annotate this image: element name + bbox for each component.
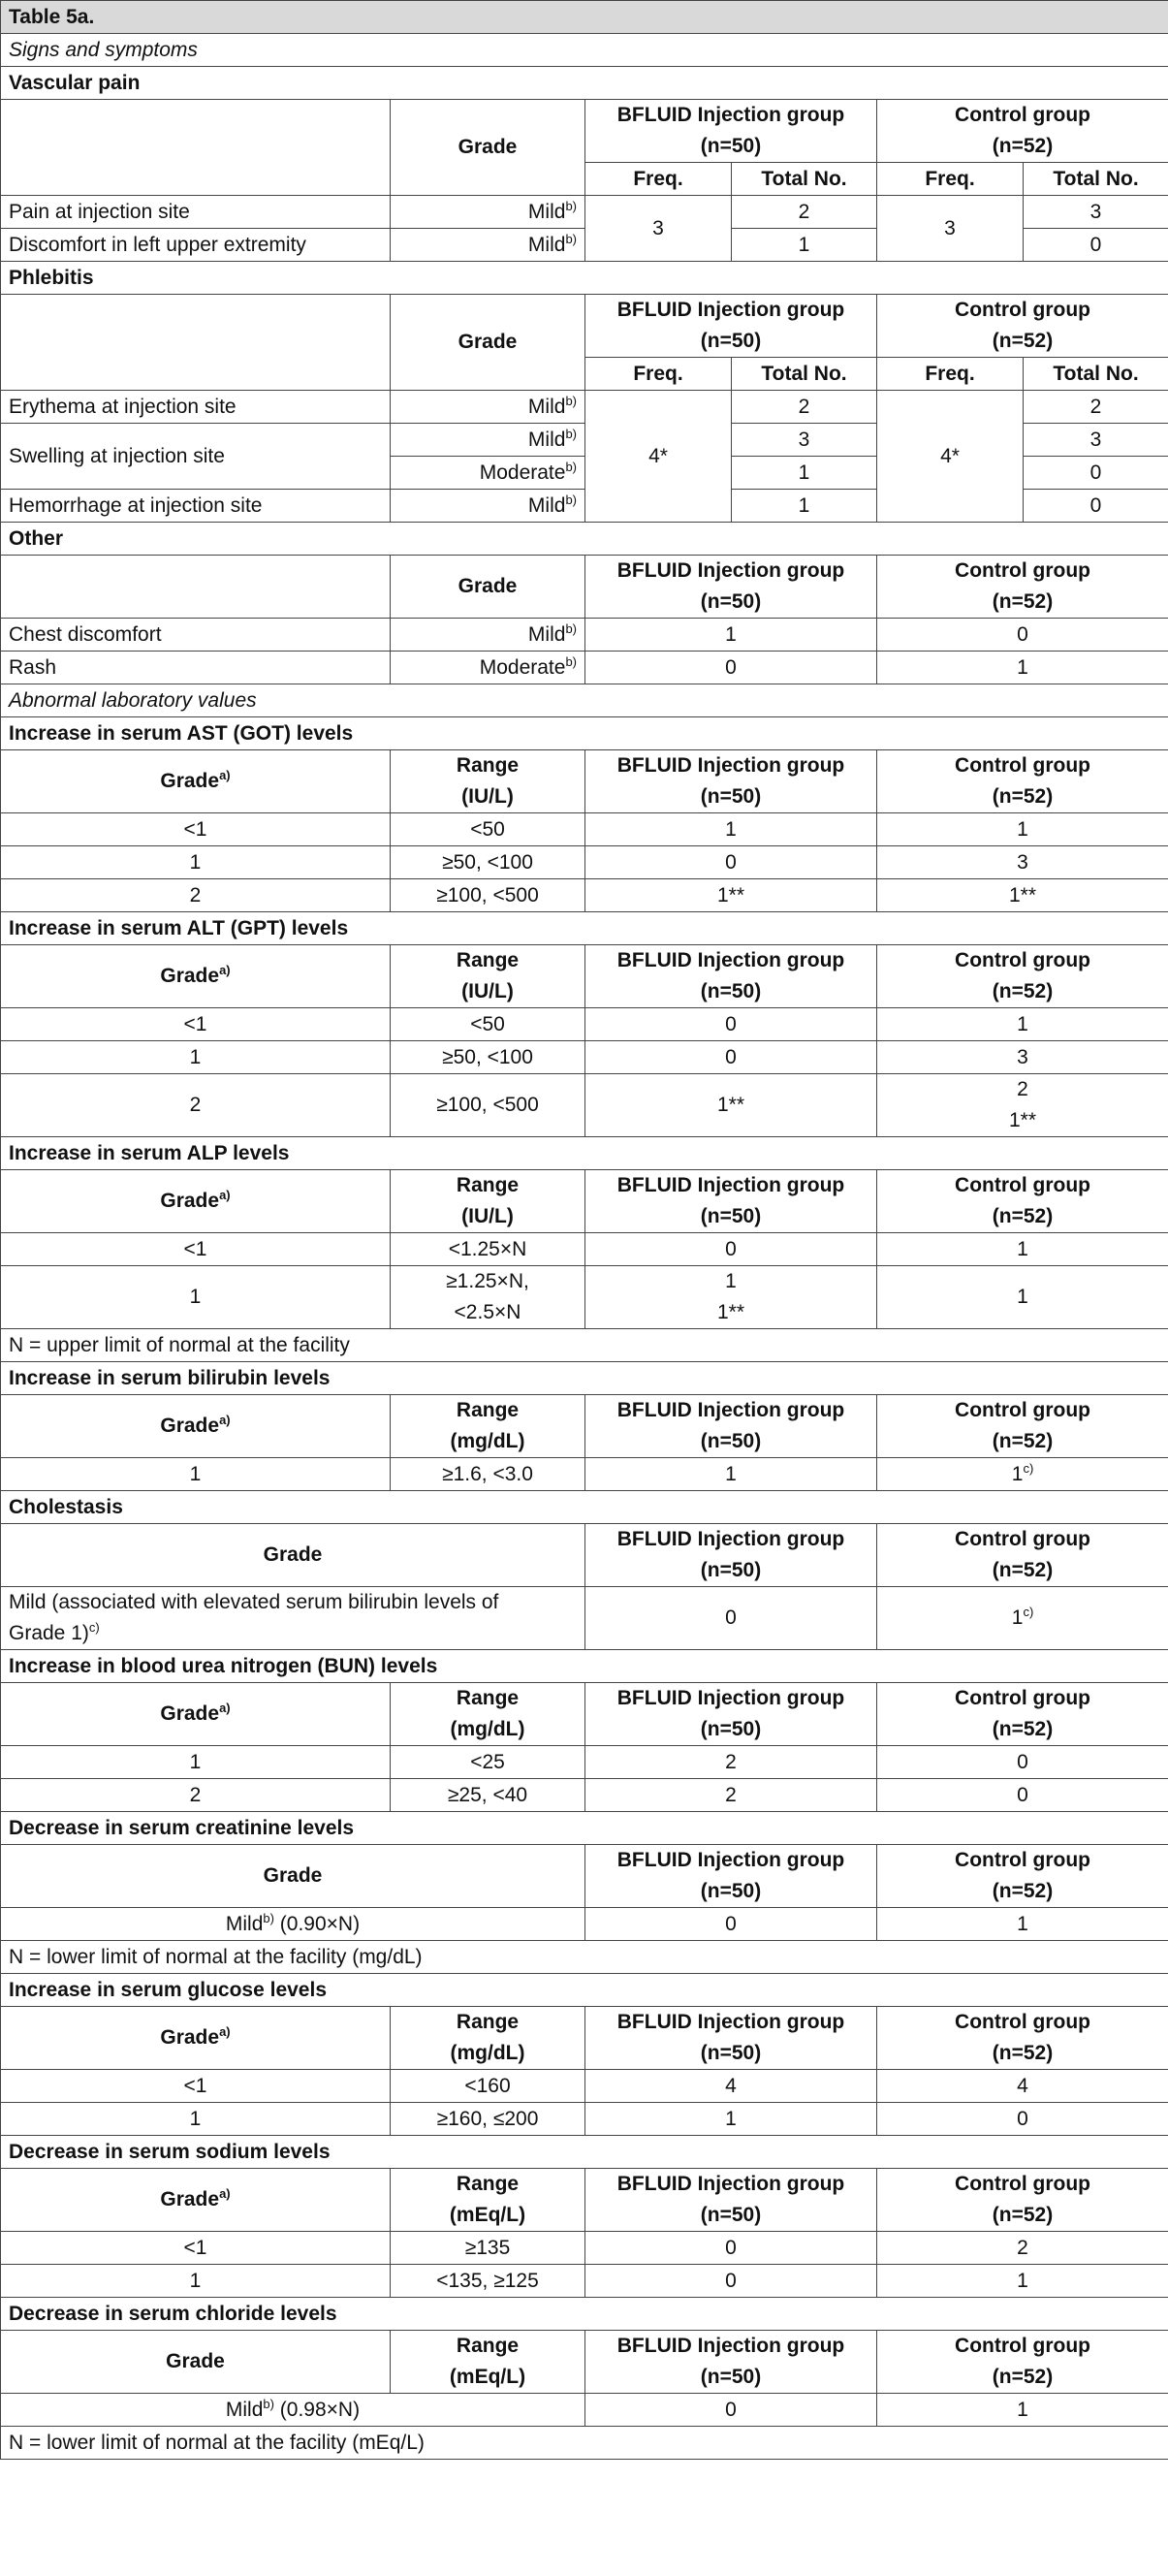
bfluid-value: 0 [585,1908,877,1941]
col-control-group: Control group (n=52) [877,2007,1168,2070]
control-value: 1 [877,2394,1168,2427]
bfluid-value: 0 [585,2265,877,2298]
control-freq-cell: 4* [877,391,1024,523]
control-total-cell: 0 [1024,457,1168,490]
col-control-group: Control group (n=52) [877,556,1168,619]
col-bfluid-group: BFLUID Injection group (n=50) [585,2169,877,2232]
control-value: 1 [877,1908,1168,1941]
bfluid-value: 1** [585,1074,877,1137]
control-total-cell: 0 [1024,229,1168,262]
grade-cell: 1 [1,1041,391,1074]
grade-cell: 1 [1,1458,391,1491]
bfluid-total-cell: 3 [732,424,877,457]
heading-sodium: Decrease in serum sodium levels [1,2136,1168,2169]
table-row [1,813,1168,846]
bfluid-total-cell: 1 [732,490,877,523]
range-cell: ≥100, <500 [391,1074,585,1137]
heading-glucose: Increase in serum glucose levels [1,1974,1168,2007]
col-control-group: Control group (n=52) [877,1683,1168,1746]
row-label: Mild (associated with elevated serum bilirubin levels of Grade 1)$^{c)}$ [1,1587,585,1650]
col-bfluid-group: BFLUID Injection group (n=50) [585,1524,877,1587]
bfluid-value: 1** [585,879,877,912]
blank-cell [1,100,391,196]
table-row [1,1908,1168,1941]
row-label: Swelling at injection site [1,424,391,490]
col-grade: Grade [1,2331,391,2394]
col-range: Range (IU/L) [391,945,585,1008]
bfluid-value: 0 [585,652,877,684]
grade-cell: <1 [1,2232,391,2265]
grade-cell: Mild$^{b)}$ (0.90×N) [1,1908,585,1941]
control-value: 0 [877,619,1168,652]
col-control-group: Control group (n=52) [877,1845,1168,1908]
grade-cell: <1 [1,2070,391,2103]
col-grade: Grade$^{a)}$ [1,1170,391,1233]
bfluid-value: 1 1** [585,1266,877,1329]
grade-cell: Mild$^{b)}$ [391,229,585,262]
bfluid-value: 0 [585,2394,877,2427]
table-row [1,1779,1168,1812]
range-cell: <50 [391,813,585,846]
control-value: 1 [877,652,1168,684]
bfluid-value: 0 [585,846,877,879]
col-grade: Grade [1,1524,585,1587]
heading-ast: Increase in serum AST (GOT) levels [1,717,1168,750]
bfluid-group-n: (n=50) [700,135,762,157]
table-row [1,2232,1168,2265]
table-row [1,1041,1168,1074]
control-total-cell: 2 [1024,391,1168,424]
col-control-group: Control group (n=52) [877,750,1168,813]
bfluid-value: 0 [585,2232,877,2265]
control-value: 4 [877,2070,1168,2103]
control-value: 1 [877,1008,1168,1041]
table-row [1,1233,1168,1266]
row-label: Discomfort in left upper extremity [1,229,391,262]
bfluid-total-cell: 2 [732,391,877,424]
range-cell: ≥50, <100 [391,1041,585,1074]
table-row [1,1008,1168,1041]
col-bfluid-group [585,100,877,163]
note-alp: N = upper limit of normal at the facility [1,1329,1168,1362]
control-freq-cell: 3 [877,196,1024,262]
bfluid-value: 0 [585,1008,877,1041]
col-grade: Grade$^{a)}$ [1,945,391,1008]
col-bfluid-freq: Freq. [585,358,732,391]
bfluid-value: 2 [585,1746,877,1779]
table-row [1,2070,1168,2103]
heading-bilirubin: Increase in serum bilirubin levels [1,1362,1168,1395]
col-grade: Grade [1,1845,585,1908]
col-control-group: Control group (n=52) [877,1395,1168,1458]
col-grade: Grade$^{a)}$ [1,2007,391,2070]
col-bfluid-group: BFLUID Injection group (n=50) [585,1845,877,1908]
heading-creatinine: Decrease in serum creatinine levels [1,1812,1168,1845]
col-control-group [877,100,1168,163]
col-control-freq: Freq. [877,358,1024,391]
bfluid-value: 1 [585,813,877,846]
col-control-group: Control group (n=52) [877,1524,1168,1587]
grade-cell: Mild$^{b)}$ (0.98×N) [1,2394,585,2427]
grade-cell: 2 [1,879,391,912]
grade-cell: <1 [1,813,391,846]
grade-cell: Moderate$^{b)}$ [391,652,585,684]
control-value: 1$^{c)}$ [877,1458,1168,1491]
col-range: Range (mEq/L) [391,2331,585,2394]
table-row [1,391,1168,424]
heading-other: Other [1,523,1168,556]
range-cell: ≥1.25×N, <2.5×N [391,1266,585,1329]
grade-cell: <1 [1,1008,391,1041]
col-control-group: Control group (n=52) [877,1170,1168,1233]
range-cell: ≥135 [391,2232,585,2265]
bfluid-value: 1 [585,2103,877,2136]
table-row [1,1587,1168,1650]
range-cell: <50 [391,1008,585,1041]
grade-cell: 1 [1,2103,391,2136]
control-value: 2 [877,2232,1168,2265]
col-range: Range (mg/dL) [391,2007,585,2070]
range-cell: ≥25, <40 [391,1779,585,1812]
control-value: 1 [877,1266,1168,1329]
col-range: Range (mg/dL) [391,1395,585,1458]
table-row [1,1074,1168,1137]
col-range: Range (IU/L) [391,1170,585,1233]
grade-cell: Mild$^{b)}$ [391,490,585,523]
col-range: Range (IU/L) [391,750,585,813]
control-value: 0 [877,1746,1168,1779]
col-grade: Grade [391,295,585,391]
bfluid-freq-cell: 4* [585,391,732,523]
col-bfluid-freq: Freq. [585,163,732,196]
col-range: Range (mg/dL) [391,1683,585,1746]
heading-alt: Increase in serum ALT (GPT) levels [1,912,1168,945]
col-grade: Grade$^{a)}$ [1,1395,391,1458]
table-row [1,652,1168,684]
row-label: Chest discomfort [1,619,391,652]
control-total-cell: 3 [1024,196,1168,229]
col-bfluid-group: BFLUID Injection group (n=50) [585,1170,877,1233]
table-title: Table 5a. [1,1,1168,34]
row-label: Hemorrhage at injection site [1,490,391,523]
table-row [1,2394,1168,2427]
control-total-cell: 3 [1024,424,1168,457]
bfluid-value: 1 [585,619,877,652]
grade-cell: Mild$^{b)}$ [391,196,585,229]
bfluid-value: 0 [585,1233,877,1266]
col-control-group: Control group (n=52) [877,295,1168,358]
control-value: 1 [877,813,1168,846]
col-bfluid-total: Total No. [732,358,877,391]
col-bfluid-group: BFLUID Injection group (n=50) [585,1395,877,1458]
col-grade: Grade [391,100,585,196]
section-lab-values: Abnormal laboratory values [1,684,1168,717]
heading-vascular-pain: Vascular pain [1,67,1168,100]
bfluid-total-cell: 2 [732,196,877,229]
blank-cell [1,556,391,619]
grade-cell: 1 [1,1266,391,1329]
control-value: 1$^{c)}$ [877,1587,1168,1650]
col-grade: Grade$^{a)}$ [1,750,391,813]
col-bfluid-group: BFLUID Injection group (n=50) [585,295,877,358]
grade-cell: <1 [1,1233,391,1266]
col-bfluid-group: BFLUID Injection group (n=50) [585,556,877,619]
grade-cell: 1 [1,1746,391,1779]
col-control-total: Total No. [1024,163,1168,196]
control-value: 3 [877,1041,1168,1074]
control-value: 1 [877,1233,1168,1266]
heading-cholestasis: Cholestasis [1,1491,1168,1524]
bfluid-value: 4 [585,2070,877,2103]
bfluid-total-cell: 1 [732,229,877,262]
control-value: 3 [877,846,1168,879]
range-cell: <25 [391,1746,585,1779]
grade-cell: Mild$^{b)}$ [391,391,585,424]
range-cell: ≥50, <100 [391,846,585,879]
grade-cell: Moderate$^{b)}$ [391,457,585,490]
col-control-group: Control group (n=52) [877,2169,1168,2232]
range-cell: ≥100, <500 [391,879,585,912]
table-row [1,2103,1168,2136]
col-grade: Grade$^{a)}$ [1,1683,391,1746]
table-row [1,1746,1168,1779]
col-grade: Grade$^{a)}$ [1,2169,391,2232]
blank-cell [1,295,391,391]
range-cell: <1.25×N [391,1233,585,1266]
heading-bun: Increase in blood urea nitrogen (BUN) levels [1,1650,1168,1683]
control-value: 2 1** [877,1074,1168,1137]
range-cell: <135, ≥125 [391,2265,585,2298]
bfluid-freq-cell: 3 [585,196,732,262]
col-control-freq: Freq. [877,163,1024,196]
table-row [1,619,1168,652]
heading-chloride: Decrease in serum chloride levels [1,2298,1168,2331]
bfluid-value: 1 [585,1458,877,1491]
note-chloride: N = lower limit of normal at the facility (mEq/L) [1,2427,1168,2460]
bfluid-value: 0 [585,1587,877,1650]
control-total-cell: 0 [1024,490,1168,523]
control-value: 0 [877,1779,1168,1812]
col-grade: Grade [391,556,585,619]
bfluid-value: 0 [585,1041,877,1074]
grade-cell: Mild$^{b)}$ [391,424,585,457]
note-creatinine: N = lower limit of normal at the facility (mg/dL) [1,1941,1168,1974]
grade-cell: Mild$^{b)}$ [391,619,585,652]
row-label: Rash [1,652,391,684]
col-bfluid-group: BFLUID Injection group (n=50) [585,2007,877,2070]
table-row [1,1458,1168,1491]
grade-cell: 2 [1,1779,391,1812]
range-cell: ≥160, ≤200 [391,2103,585,2136]
control-value: 0 [877,2103,1168,2136]
col-control-total: Total No. [1024,358,1168,391]
table-row [1,879,1168,912]
bfluid-total-cell: 1 [732,457,877,490]
range-cell: ≥1.6, <3.0 [391,1458,585,1491]
heading-phlebitis: Phlebitis [1,262,1168,295]
col-bfluid-group: BFLUID Injection group (n=50) [585,1683,877,1746]
col-control-group: Control group (n=52) [877,2331,1168,2394]
heading-alp: Increase in serum ALP levels [1,1137,1168,1170]
col-bfluid-group: BFLUID Injection group (n=50) [585,945,877,1008]
bfluid-value: 2 [585,1779,877,1812]
col-control-group: Control group (n=52) [877,945,1168,1008]
table-row [1,846,1168,879]
row-label: Erythema at injection site [1,391,391,424]
control-group-label: Control group [955,104,1090,126]
control-value: 1 [877,2265,1168,2298]
control-group-n: (n=52) [992,135,1054,157]
col-bfluid-group: BFLUID Injection group (n=50) [585,750,877,813]
section-signs-symptoms: Signs and symptoms [1,34,1168,67]
col-bfluid-total: Total No. [732,163,877,196]
table-row [1,196,1168,229]
table-row [1,1266,1168,1329]
bfluid-group-label: BFLUID Injection group [616,104,845,126]
row-label: Pain at injection site [1,196,391,229]
control-value: 1** [877,879,1168,912]
col-range: Range (mEq/L) [391,2169,585,2232]
col-bfluid-group: BFLUID Injection group (n=50) [585,2331,877,2394]
grade-cell: 1 [1,846,391,879]
table-row [1,2265,1168,2298]
range-cell: <160 [391,2070,585,2103]
grade-cell: 2 [1,1074,391,1137]
grade-cell: 1 [1,2265,391,2298]
